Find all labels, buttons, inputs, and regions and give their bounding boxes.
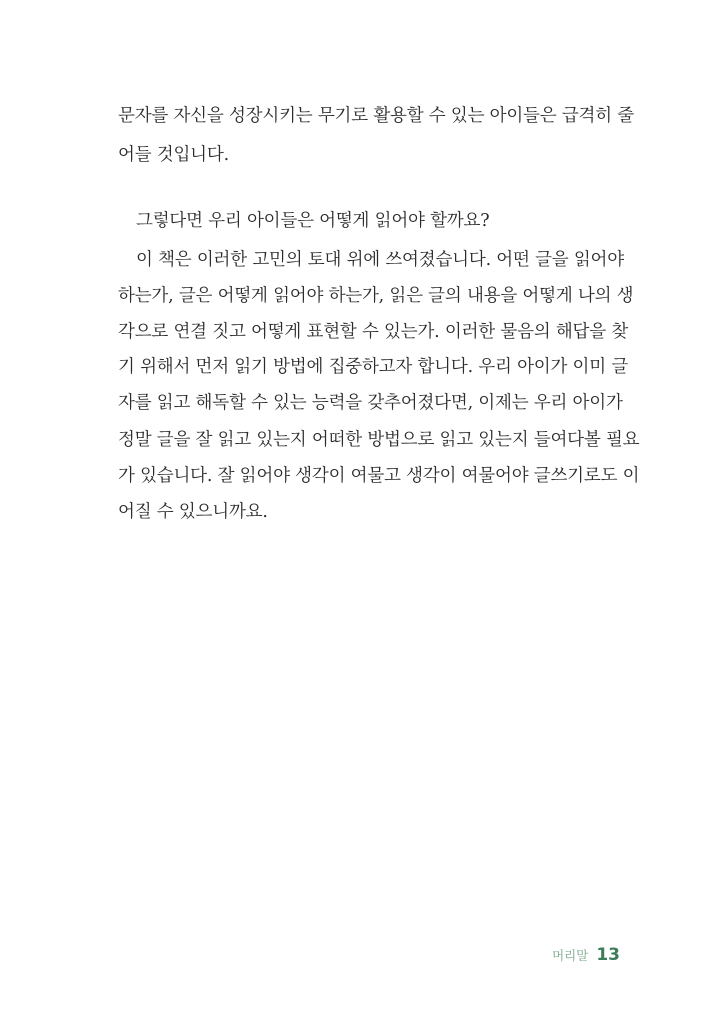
- text-line: 하는가, 글은 어떻게 읽어야 하는가, 읽은 글의 내용을 어떻게 나의 생: [118, 286, 634, 306]
- text-line: 문자를 자신을 성장시키는 무기로 활용할 수 있는 아이들은 급격히 줄: [118, 106, 635, 126]
- text-line: 자를 읽고 해독할 수 있는 능력을 갖추어졌다면, 이제는 우리 아이가: [118, 393, 623, 413]
- text-line: 가 있습니다. 잘 읽어야 생각이 여물고 생각이 여물어야 글쓰기로도 이: [118, 466, 640, 486]
- page-footer: [552, 945, 620, 965]
- text-line: 기 위해서 먼저 읽기 방법에 집중하고자 합니다. 우리 아이가 이미 글: [118, 357, 629, 377]
- question-line: 그렇다면 우리 아이들은 어떻게 읽어야 할까요?: [136, 211, 490, 231]
- text-line: 이 책은 이러한 고민의 토대 위에 쓰여졌습니다. 어떤 글을 읽어야: [136, 250, 624, 270]
- text-line: 각으로 연결 짓고 어떻게 표현할 수 있는가. 이러한 물음의 해답을 찾: [118, 322, 629, 342]
- text-line: 어들 것입니다.: [118, 145, 229, 165]
- text-line: 어질 수 있으니까요.: [118, 502, 268, 522]
- text-line: 정말 글을 잘 읽고 있는지 어떠한 방법으로 읽고 있는지 들여다볼 필요: [118, 430, 640, 450]
- section-label: 머리말: [552, 948, 589, 963]
- page-number: 13: [596, 945, 620, 965]
